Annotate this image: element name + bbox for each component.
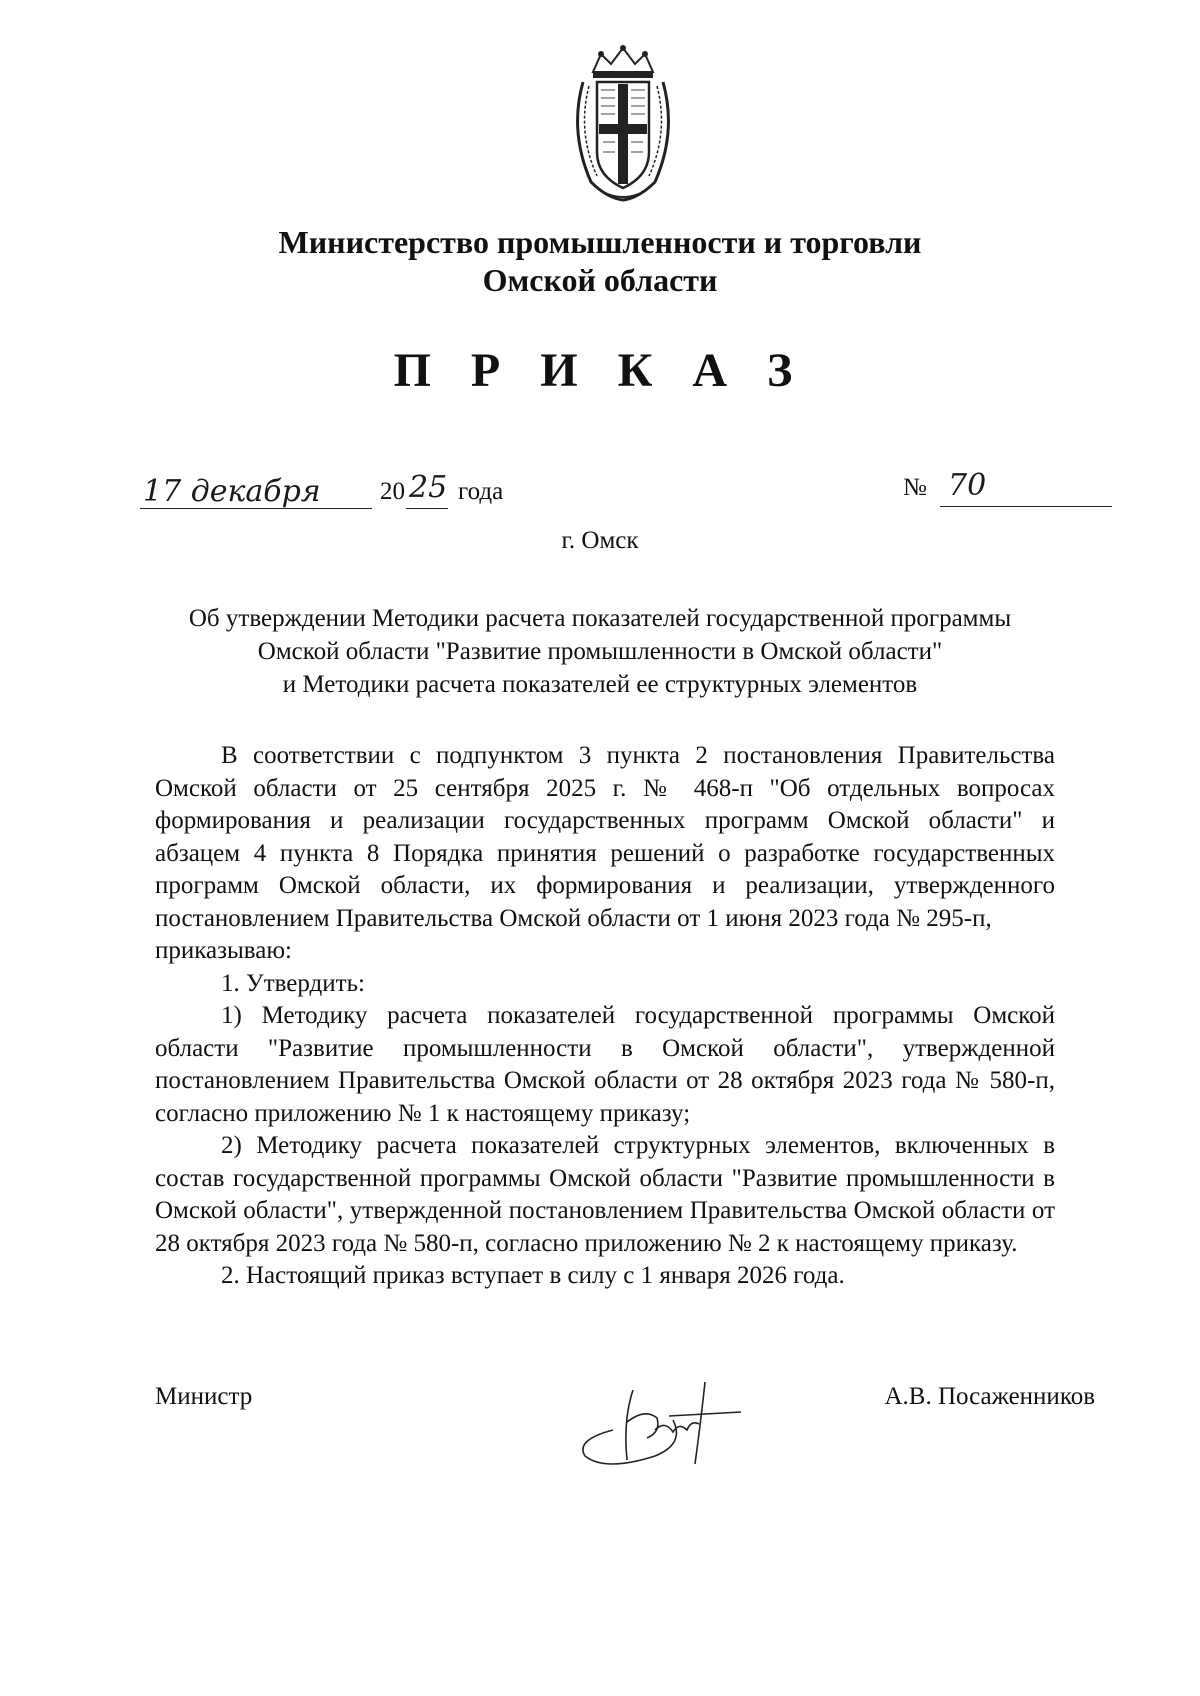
signatory-name: А.В. Посаженников (884, 1383, 1095, 1410)
preamble-paragraph: В соответствии с подпунктом 3 пункта 2 постановления Правительства Омской области от 25 сентября 2025 г. № 468-п "Об отдельных вопросах формирования и реализации государственных программ Омской области" и абзацем 4 пункта 8 Порядка принятия решений о разработке государственных программ Омской области, их формирования и реализации, утвержденного постановлением Правительства Омской области от 1 июня 2023 года № 295-п, (155, 742, 1055, 932)
clause-1-item-2: 2) Методику расчета показателей структурных элементов, включенных в состав государственной программы Омской области "Развитие промышленности в Омской области", утвержденной постановлением Правительства Омской области от 28 октября 2023 года № 580-п, согласно приложению № 2 к настоящему приказу. (155, 1132, 1055, 1257)
year-underline (406, 508, 448, 509)
date-year-word: года (458, 478, 504, 505)
handwritten-signature (565, 1360, 765, 1470)
date-year-prefix: 20 (380, 478, 405, 505)
date-year-handwritten: 25 (409, 470, 448, 505)
clause-1-heading: 1. Утвердить: (221, 969, 365, 997)
title-line: Об утверждении Методики расчета показателей государственной программы (188, 605, 1012, 632)
clause-1-item-1: 1) Методику расчета показателей государственной программы Омской области "Развитие промышленности в Омской области", утвержденной постановлением Правительства Омской области от 28 октября 2023 года № 580-п, согласно приложению № 1 к настоящему приказу; (155, 1002, 1055, 1127)
organization-name-line1: Министерство промышленности и торговли (278, 224, 922, 260)
number-sign: № (903, 474, 927, 501)
clause-2: 2. Настоящий приказ вступает в силу с 1 января 2026 года. (221, 1262, 845, 1289)
coat-of-arms-icon (563, 42, 683, 202)
city-line: г. Омск (561, 527, 639, 554)
date-underline (140, 508, 372, 509)
date-day-month-handwritten: 17 декабря (143, 474, 321, 509)
document-type-heading: П Р И К А З (393, 344, 807, 397)
order-word: приказываю: (155, 937, 292, 964)
number-underline (940, 506, 1112, 507)
title-line: Омской области "Развитие промышленности в Омской области" (257, 638, 943, 665)
signatory-role: Министр (155, 1383, 253, 1410)
title-line: и Методики расчета показателей ее структурных элементов (282, 671, 918, 698)
organization-name-line2: Омской области (482, 262, 718, 298)
document-body (155, 740, 1055, 1293)
document-number-handwritten: 70 (948, 468, 987, 503)
document-title (130, 602, 1070, 701)
